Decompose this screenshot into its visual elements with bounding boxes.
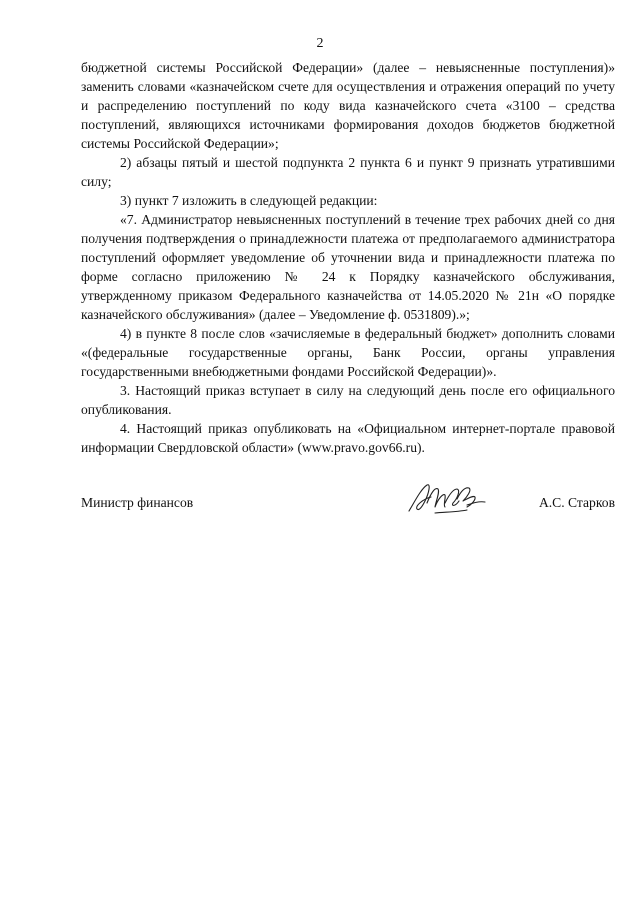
paragraph-point-7: «7. Администратор невыясненных поступлений в течение трех рабочих дней со дня получения подтверждения о принадлежности платежа от предполагаемого администратора поступлений оформляет уведомление об уточнении вида и принадлежности платежа по форме согласно приложению № 24 к Порядку казначейского обслуживания, утвержденному приказом Федерального казначейства от 14.05.2020 № 21н «О порядке казначейского обслуживания» (далее – Уведомление ф. 0531809).»; xyxy=(81,212,615,322)
signer-position: Министр финансов xyxy=(81,495,194,510)
handwritten-signature xyxy=(405,479,495,519)
paragraph-item-3: 3) пункт 7 изложить в следующей редакции: xyxy=(120,193,378,208)
paragraph-item-2: 2) абзацы пятый и шестой подпункта 2 пункта 6 и пункт 9 признать утратившими силу; xyxy=(81,155,615,189)
document-body xyxy=(81,58,615,457)
paragraph-clause-4: 4. Настоящий приказ опубликовать на «Официальном интернет-портале правовой информации Свердловской области» (www.pravo.gov66.ru). xyxy=(81,421,615,455)
signer-name: А.С. Старков xyxy=(538,495,615,510)
page-number: 2 xyxy=(316,36,324,51)
paragraph-clause-3: 3. Настоящий приказ вступает в силу на следующий день после его официального опубликования. xyxy=(81,383,615,417)
signature-block xyxy=(81,493,615,523)
paragraph-continuation: бюджетной системы Российской Федерации» (далее – невыясненные поступления)» заменить словами «казначейском счете для осуществления и отражения операций по учету и распределению поступлений по коду вида казначейского счета «3100 – средства поступлений, являющихся источниками формирования доходов бюджетов бюджетной системы Российской Федерации»; xyxy=(81,60,615,151)
paragraph-item-4: 4) в пункте 8 после слов «зачисляемые в федеральный бюджет» дополнить словами «(федеральные государственные органы, Банк России, органы управления государственными внебюджетными фондами Российской Федерации)». xyxy=(81,326,615,379)
